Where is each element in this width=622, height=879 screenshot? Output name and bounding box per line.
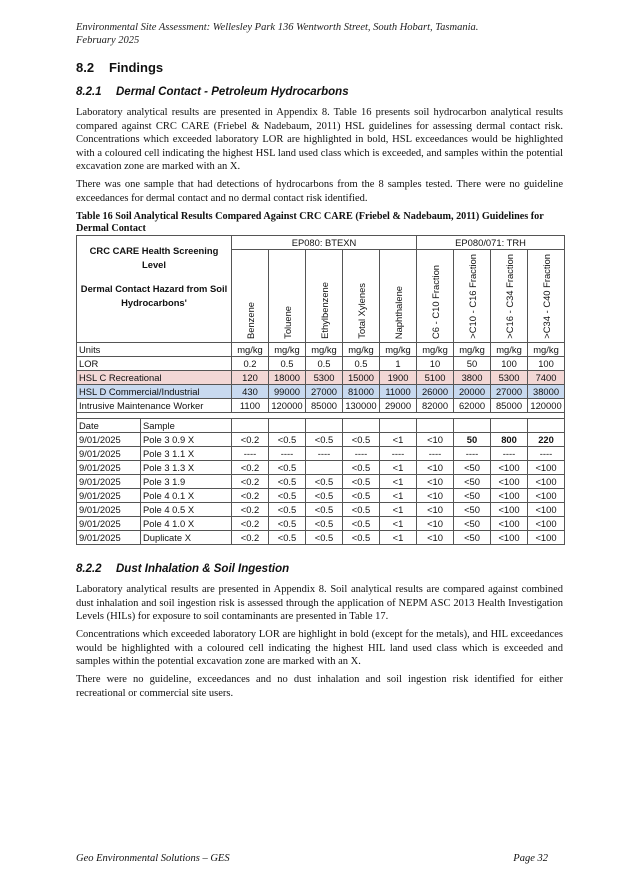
- table-cell: <0.5: [306, 503, 343, 517]
- column-header: [417, 250, 454, 343]
- table-cell: mg/kg: [417, 343, 454, 357]
- table-cell: 5300: [306, 371, 343, 385]
- paragraph-dust-criteria: Concentrations which exceeded laboratory LOR are highlight in bold (except for the metals), and HIL exceedances would be highlighted with a coloured cell indicating the highest HIL land used class which is exceeded and samples within the potential excavation zone are marked with an X.: [76, 629, 563, 667]
- table-cell: 100: [491, 357, 528, 371]
- table-cell: <1: [380, 461, 417, 475]
- table-cell: <10: [417, 433, 454, 447]
- sample-date: 9/01/2025: [77, 489, 141, 503]
- column-header-label: >C16 - C34 Fraction: [503, 254, 515, 339]
- table-cell: mg/kg: [380, 343, 417, 357]
- table-cell: mg/kg: [306, 343, 343, 357]
- table-cell: <0.5: [343, 531, 380, 545]
- lor-row: [77, 357, 565, 371]
- table-cell: <100: [528, 461, 565, 475]
- table-cell: 26000: [417, 385, 454, 399]
- guideline-label: HSL D Commercial/Industrial: [77, 385, 232, 399]
- table-cell: <10: [417, 475, 454, 489]
- table-cell: <100: [491, 531, 528, 545]
- table-cell: 82000: [417, 399, 454, 413]
- table-cell: <100: [491, 517, 528, 531]
- guideline-label: LOR: [77, 357, 232, 371]
- units-label: Units: [77, 343, 232, 357]
- table-cell: <0.5: [306, 531, 343, 545]
- table-cell: <0.5: [343, 517, 380, 531]
- table-cell: 5300: [491, 371, 528, 385]
- table-cell: 5100: [417, 371, 454, 385]
- corner-line-1: CRC CARE Health Screening Level: [89, 245, 219, 270]
- results-table: [76, 235, 565, 545]
- table-cell: <10: [417, 517, 454, 531]
- table-cell: <50: [454, 503, 491, 517]
- subsection-number: 8.2.2: [76, 563, 102, 575]
- table-cell: <10: [417, 489, 454, 503]
- table-cell: <0.5: [343, 433, 380, 447]
- table-cell: 18000: [269, 371, 306, 385]
- table-cell: 29000: [380, 399, 417, 413]
- sample-row: [77, 475, 565, 489]
- column-header: [528, 250, 565, 343]
- paragraph-dust-result: There were no guideline, exceedances and no dust inhalation and soil ingestion risk identified for either recreational or commercial site users.: [76, 674, 563, 699]
- table-cell: 15000: [343, 371, 380, 385]
- table-cell: <0.5: [269, 503, 306, 517]
- corner-line-2: Dermal Contact Hazard from Soil Hydrocarbons': [80, 283, 228, 308]
- column-header: [491, 250, 528, 343]
- footer-page-number: Page 32: [513, 853, 548, 864]
- sample-date: 9/01/2025: [77, 531, 141, 545]
- table-cell: 62000: [454, 399, 491, 413]
- table-cell: ----: [491, 447, 528, 461]
- table-cell-empty: [232, 419, 269, 433]
- column-header: [380, 250, 417, 343]
- subsection-number: 8.2.1: [76, 86, 102, 98]
- table-cell: <100: [528, 503, 565, 517]
- table-cell: 1900: [380, 371, 417, 385]
- table-cell: <0.5: [269, 433, 306, 447]
- sample-row: [77, 433, 565, 447]
- section-heading: [76, 60, 163, 75]
- sample-id: Pole 4 1.0 X: [141, 517, 232, 531]
- table-cell: <50: [454, 461, 491, 475]
- table-cell: <0.2: [232, 475, 269, 489]
- sample-header-row: [77, 419, 565, 433]
- sample-row: [77, 461, 565, 475]
- table-cell: <0.2: [232, 461, 269, 475]
- table-cell: mg/kg: [232, 343, 269, 357]
- table-cell: <100: [528, 489, 565, 503]
- sample-date: 9/01/2025: [77, 517, 141, 531]
- table-cell: <0.2: [232, 531, 269, 545]
- table-cell: <10: [417, 461, 454, 475]
- table-cell: <100: [491, 503, 528, 517]
- table-cell: <100: [491, 475, 528, 489]
- column-header-label: Toluene: [281, 306, 293, 339]
- section-title: Findings: [109, 60, 164, 75]
- paragraph-dermal-result: There was one sample that had detections of hydrocarbons from the 8 samples tested. There were no guideline exceedances for dermal contact and no dermal contact risk identified.: [76, 179, 563, 204]
- sample-id: Pole 4 0.1 X: [141, 489, 232, 503]
- column-header: [306, 250, 343, 343]
- table-cell: 85000: [491, 399, 528, 413]
- table-cell: ----: [306, 447, 343, 461]
- table-cell: ----: [269, 447, 306, 461]
- guideline-label: Intrusive Maintenance Worker: [77, 399, 232, 413]
- table-cell: <0.5: [306, 475, 343, 489]
- running-header: [76, 21, 576, 47]
- table-cell-empty: [454, 419, 491, 433]
- subsection-title: Dust Inhalation & Soil Ingestion: [116, 563, 290, 575]
- table-cell: mg/kg: [454, 343, 491, 357]
- column-header: [343, 250, 380, 343]
- table-cell: 85000: [306, 399, 343, 413]
- table-cell: <0.5: [343, 461, 380, 475]
- sample-header: Sample: [141, 419, 232, 433]
- date-header: Date: [77, 419, 141, 433]
- column-header-label: Benzene: [244, 301, 256, 339]
- table-cell: ----: [343, 447, 380, 461]
- table-cell-empty: [417, 419, 454, 433]
- header-date: February 2025: [76, 35, 140, 46]
- units-row: [77, 343, 565, 357]
- table-cell: 0.5: [269, 357, 306, 371]
- table-cell: <0.2: [232, 433, 269, 447]
- sample-date: 9/01/2025: [77, 461, 141, 475]
- column-header-label: Ethylbenzene: [318, 282, 330, 339]
- table-cell: <0.5: [343, 475, 380, 489]
- sample-id: Pole 3 1.9: [141, 475, 232, 489]
- table-cell: <1: [380, 503, 417, 517]
- sample-date: 9/01/2025: [77, 447, 141, 461]
- sample-id: Pole 3 0.9 X: [141, 433, 232, 447]
- column-header: [232, 250, 269, 343]
- group-header-trh: EP080/071: TRH: [417, 236, 565, 250]
- table-caption: Table 16 Soil Analytical Results Compared Against CRC CARE (Friebel & Nadebaum, 2011) Guidelines for Dermal Contact: [76, 211, 544, 234]
- table-cell: <100: [528, 517, 565, 531]
- column-header: [269, 250, 306, 343]
- sample-id: Pole 4 0.5 X: [141, 503, 232, 517]
- sample-date: 9/01/2025: [77, 433, 141, 447]
- table-cell: 1: [380, 357, 417, 371]
- table-corner-header: [77, 236, 232, 343]
- table-cell: <1: [380, 433, 417, 447]
- table-cell: <50: [454, 489, 491, 503]
- table-cell: <0.5: [269, 517, 306, 531]
- table-cell: 430: [232, 385, 269, 399]
- table-cell: 99000: [269, 385, 306, 399]
- table-cell: <100: [491, 461, 528, 475]
- hsl-d-commercial-row: [77, 385, 565, 399]
- paragraph-dermal-intro: Laboratory analytical results are presented in Appendix 8. Table 16 presents soil hydrocarbon analytical results compared against CRC CARE (Friebel & Nadebaum, 2011) HSL guidelines for assessing dermal contact risk. Concentrations which exceeded laboratory LOR are highlighted in bold, HSL exceedances would be highlighted with a coloured cell indicating the highest HSL land used class which is exceeded, and samples within the potential excavation zone are marked with an X.: [76, 107, 563, 172]
- table-cell: <0.5: [269, 461, 306, 475]
- table-cell: 3800: [454, 371, 491, 385]
- sample-id: Pole 3 1.1 X: [141, 447, 232, 461]
- table-cell: <0.5: [269, 475, 306, 489]
- column-header-label: Naphthalene: [392, 285, 404, 339]
- table-cell: 0.5: [343, 357, 380, 371]
- table-cell: <0.5: [269, 531, 306, 545]
- table-cell: 27000: [491, 385, 528, 399]
- sample-row: [77, 447, 565, 461]
- table-cell: mg/kg: [528, 343, 565, 357]
- table-cell: <50: [454, 531, 491, 545]
- table-cell: 120000: [528, 399, 565, 413]
- table-cell: 20000: [454, 385, 491, 399]
- sample-id: Pole 3 1.3 X: [141, 461, 232, 475]
- intrusive-maintenance-row: [77, 399, 565, 413]
- table-cell: <50: [454, 517, 491, 531]
- subsection-heading-dermal: [76, 86, 349, 98]
- guideline-label: HSL C Recreational: [77, 371, 232, 385]
- table-cell: 130000: [343, 399, 380, 413]
- table-cell-empty: [343, 419, 380, 433]
- table-cell: <0.5: [306, 433, 343, 447]
- table-cell: 50: [454, 433, 491, 447]
- table-cell: <1: [380, 531, 417, 545]
- sample-date: 9/01/2025: [77, 475, 141, 489]
- paragraph-dust-intro: Laboratory analytical results are presented in Appendix 8. Soil analytical results are compared against combined dust inhalation and soil ingestion risk is assessed through the application of NEPM ASC 2013 Health Investigation Levels (HILs) for exposure to soil contaminants are presented in Table 17.: [76, 584, 563, 622]
- sample-date: 9/01/2025: [77, 503, 141, 517]
- table-cell: <10: [417, 503, 454, 517]
- column-header-label: C6 - C10 Fraction: [429, 265, 441, 339]
- table-cell: 7400: [528, 371, 565, 385]
- sample-row: [77, 531, 565, 545]
- sample-row: [77, 489, 565, 503]
- table-cell: 220: [528, 433, 565, 447]
- table-cell: <1: [380, 475, 417, 489]
- sample-row: [77, 517, 565, 531]
- table-cell: <0.2: [232, 503, 269, 517]
- sample-id: Duplicate X: [141, 531, 232, 545]
- table-cell: mg/kg: [343, 343, 380, 357]
- table-cell: <0.5: [306, 517, 343, 531]
- table-cell: 0.5: [306, 357, 343, 371]
- table-cell: ----: [380, 447, 417, 461]
- header-title: Environmental Site Assessment: Wellesley Park 136 Wentworth Street, South Hobart, Tasmania.: [76, 22, 479, 33]
- column-header-label: >C10 - C16 Fraction: [466, 254, 478, 339]
- table-cell: <10: [417, 531, 454, 545]
- hsl-c-recreational-row: [77, 371, 565, 385]
- footer-company: Geo Environmental Solutions – GES: [76, 853, 230, 864]
- column-header-label: >C34 - C40 Fraction: [540, 254, 552, 339]
- table-cell: ----: [232, 447, 269, 461]
- table-cell: 38000: [528, 385, 565, 399]
- table-cell: 10: [417, 357, 454, 371]
- table-cell: 0.2: [232, 357, 269, 371]
- subsection-heading-dust: [76, 563, 289, 575]
- table-cell-empty: [380, 419, 417, 433]
- table-cell: <0.5: [343, 489, 380, 503]
- table-cell: ----: [417, 447, 454, 461]
- table-cell: <100: [528, 475, 565, 489]
- table-cell: 1100: [232, 399, 269, 413]
- table-cell: 11000: [380, 385, 417, 399]
- table-cell-empty: [528, 419, 565, 433]
- table-cell: <0.5: [343, 503, 380, 517]
- table-cell: 50: [454, 357, 491, 371]
- table-cell: [306, 461, 343, 475]
- table-cell: <1: [380, 517, 417, 531]
- section-number: 8.2: [76, 60, 95, 75]
- table-cell: <1: [380, 489, 417, 503]
- table-cell-empty: [491, 419, 528, 433]
- table-cell: ----: [454, 447, 491, 461]
- table-cell: 120: [232, 371, 269, 385]
- table-cell: 100: [528, 357, 565, 371]
- table-cell: 120000: [269, 399, 306, 413]
- table-group-header-row: [77, 236, 565, 250]
- table-cell: 27000: [306, 385, 343, 399]
- subsection-title: Dermal Contact - Petroleum Hydrocarbons: [116, 86, 349, 98]
- table-cell: mg/kg: [491, 343, 528, 357]
- table-cell: <0.2: [232, 489, 269, 503]
- table-cell-empty: [269, 419, 306, 433]
- column-header: [454, 250, 491, 343]
- table-cell: mg/kg: [269, 343, 306, 357]
- table-cell-empty: [306, 419, 343, 433]
- table-cell: <0.2: [232, 517, 269, 531]
- sample-row: [77, 503, 565, 517]
- table-cell: <100: [528, 531, 565, 545]
- table-cell: <0.5: [269, 489, 306, 503]
- table-cell: 800: [491, 433, 528, 447]
- column-header-label: Total Xylenes: [355, 283, 367, 339]
- group-header-btexn: EP080: BTEXN: [232, 236, 417, 250]
- table-cell: ----: [528, 447, 565, 461]
- table-cell: <50: [454, 475, 491, 489]
- table-cell: <100: [491, 489, 528, 503]
- table-cell: <0.5: [306, 489, 343, 503]
- table-cell: 81000: [343, 385, 380, 399]
